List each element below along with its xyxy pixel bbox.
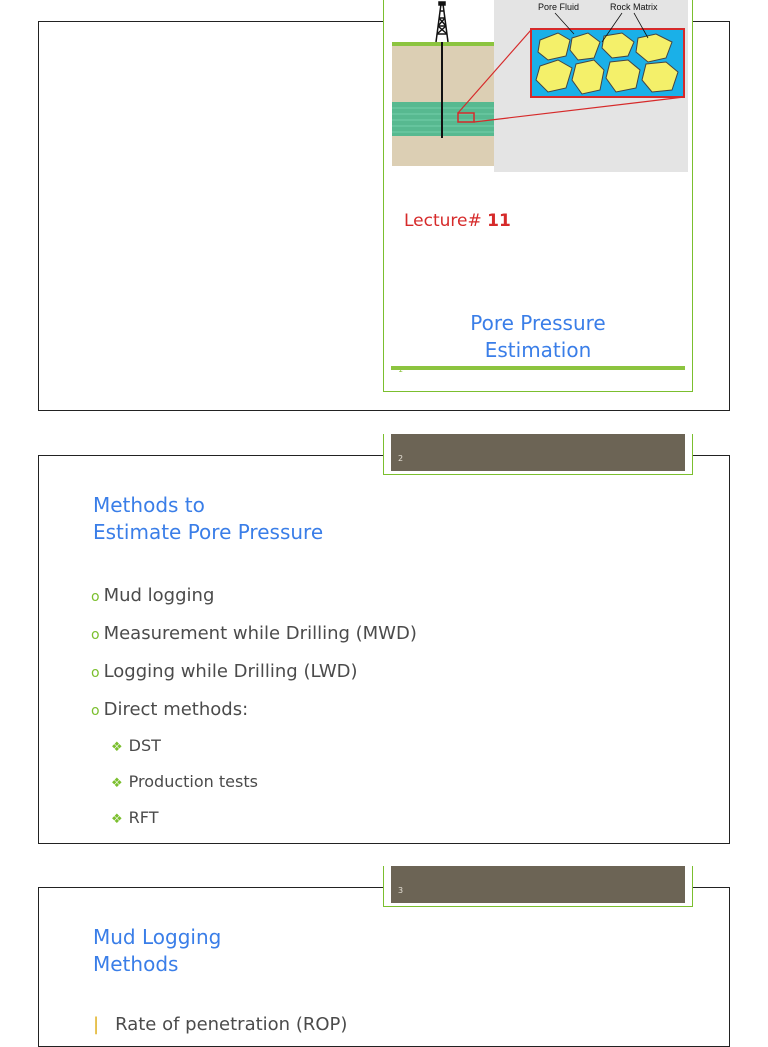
bullet-text: Direct methods: — [103, 699, 249, 720]
diamond-bullet-icon: ❖ — [111, 776, 123, 791]
slide-number: 2 — [398, 454, 404, 463]
circle-bullet-icon: o — [91, 589, 100, 605]
slide-2-heading — [93, 492, 323, 546]
header-bar — [391, 434, 685, 471]
title-panel — [383, 0, 693, 392]
circle-bullet-icon: o — [91, 627, 100, 643]
diamond-bullet-icon: ❖ — [111, 812, 123, 827]
list-item — [111, 805, 258, 841]
pore-fluid-label: Pore Fluid — [538, 2, 580, 12]
heading-line-2: Methods — [93, 952, 179, 976]
lecture-num: 11 — [487, 211, 511, 231]
sub-bullet-text: DST — [128, 736, 161, 755]
list-item — [91, 696, 417, 734]
sub-bullet-text: Production tests — [128, 772, 258, 791]
lecture-number — [404, 211, 511, 231]
list-item — [91, 658, 417, 696]
bullet-text: Mud logging — [103, 585, 215, 606]
title-line-2: Estimation — [484, 338, 592, 362]
partial-bullet — [93, 1014, 347, 1035]
list-item — [111, 769, 258, 805]
bullet-text: Rate of penetration (ROP) — [115, 1014, 348, 1035]
list-item — [91, 620, 417, 658]
list-item — [111, 733, 258, 769]
slide-1 — [38, 2, 730, 411]
sub-bullet-list — [111, 733, 258, 841]
sub-bullet-text: RFT — [128, 808, 159, 827]
slide-3 — [38, 887, 730, 1047]
slide-header-tab — [383, 434, 693, 475]
title-line-1: Pore Pressure — [470, 311, 606, 335]
diamond-bullet-icon: ❖ — [111, 740, 123, 755]
bullet-text: Measurement while Drilling (MWD) — [103, 623, 417, 644]
circle-bullet-icon: o — [91, 703, 100, 719]
slide-1-title — [384, 310, 692, 364]
bullet-text: Logging while Drilling (LWD) — [103, 661, 358, 682]
circle-bullet-icon: o — [91, 665, 100, 681]
slide-number: 3 — [398, 886, 404, 895]
rock-matrix-label: Rock Matrix — [610, 2, 658, 12]
slide-3-heading — [93, 924, 221, 978]
lecture-prefix: Lecture# — [404, 211, 482, 231]
list-item — [91, 582, 417, 620]
slide-header-tab — [383, 866, 693, 907]
header-bar — [391, 866, 685, 903]
bar-bullet-icon: | — [93, 1014, 100, 1035]
heading-line-1: Mud Logging — [93, 925, 222, 949]
bullet-list — [91, 582, 417, 734]
bottom-accent-bar — [391, 366, 685, 370]
heading-line-2: Estimate Pore Pressure — [93, 520, 324, 544]
slide-2 — [38, 455, 730, 844]
pore-pressure-illustration — [390, 0, 688, 172]
heading-line-1: Methods to — [93, 493, 205, 517]
